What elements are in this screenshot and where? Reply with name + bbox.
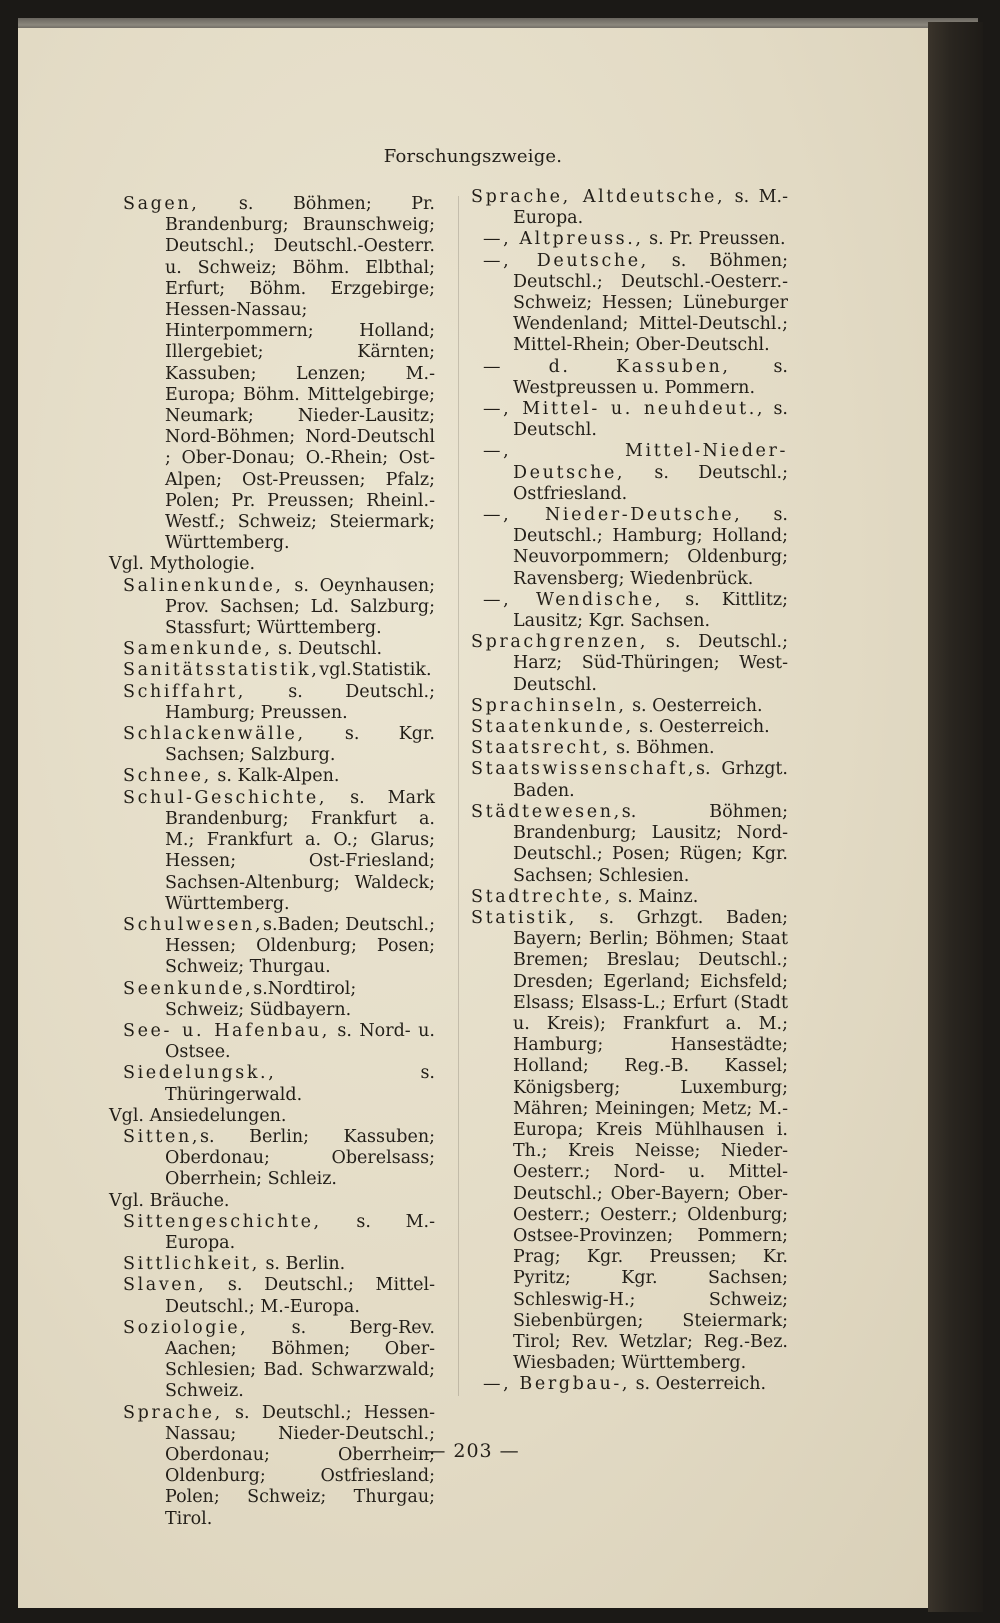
entry-references: s. Deutschl.; Hamburg; Holland; Neuvorpommern; Oldenburg; Ravensberg; Wiedenbrück. bbox=[513, 505, 788, 589]
index-subentry bbox=[471, 399, 788, 441]
entry-references: s. Deutschl. bbox=[513, 399, 788, 441]
left-column bbox=[109, 194, 435, 1530]
entry-references: s. Böhmen; Deutschl.; Deutschl.-Oesterr.-Schweiz; Hessen; Lüneburger Wendenland; Mittel-Deutschl.; Mittel-Rhein; Ober-Deutschl. bbox=[513, 250, 788, 356]
entry-references: s. Westpreussen u. Pommern. bbox=[513, 356, 788, 398]
entry-heading: Seenkunde, bbox=[123, 978, 254, 999]
entry-heading: Sittlichkeit, bbox=[123, 1254, 260, 1275]
entry-references: s. Oeynhausen; Prov. Sachsen; Ld. Salzburg; Stassfurt; Württemberg. bbox=[165, 575, 435, 639]
index-entry bbox=[471, 717, 788, 738]
entry-references: s. Deutschl. bbox=[272, 639, 383, 660]
index-subentry bbox=[471, 1374, 788, 1395]
entry-references: s. Deutschl.; Ostfriesland. bbox=[513, 462, 788, 504]
column-divider bbox=[458, 196, 459, 1396]
entry-references: s.Baden; Deutschl.; Hessen; Oldenburg; Posen; Schweiz; Thurgau. bbox=[165, 914, 435, 978]
entry-references: s. Deutschl.; Mittel-Deutschl.; M.-Europa. bbox=[165, 1275, 435, 1317]
index-entry bbox=[123, 979, 435, 1021]
index-entry bbox=[123, 1403, 435, 1530]
entry-heading: Sanitätsstatistik, bbox=[123, 660, 320, 681]
entry-heading: Schul-Geschichte, bbox=[123, 787, 328, 808]
entry-heading: Staatsrecht, bbox=[471, 738, 611, 759]
entry-references: s. Grhzgt. Baden; Bayern; Berlin; Böhmen; Staat Bremen; Breslau; Deutschl.; Dresden; Egerland; Eichsfeld; Elsass; Elsass-L.; Erfurt (Stadt u. Kreis); Frankfurt a. M.; Hamburg; Hansestädte; Holland; Reg.-B. Kassel; Königsberg; Luxemburg; Mähren; Meiningen; Metz; M.-Europa; Kreis Mühlhausen i. Th.; Kreis Neisse; Nieder-Oesterr.; Nord- u. Mittel-Deutschl.; Ober-Bayern; Ober-Oesterr.; Oesterr.; Oldenburg; Ostsee-Provinzen; Pommern; Prag; Kgr. Preussen; Kr. Pyritz; Kgr. Sachsen; Schleswig-H.; Schweiz; Siebenbürgen; Steiermark; Tirol; Rev. Wetzlar; Reg.-Bez. Wiesbaden; Württemberg. bbox=[513, 907, 788, 1374]
index-entry bbox=[123, 682, 435, 724]
entry-references: s. Böhmen; Pr. Brandenburg; Braunschweig; Deutschl.; Deutschl.-Oesterr. u. Schweiz; Böhm. Elbthal; Erfurt; Böhm. Erzgebirge; Hessen-Nassau; Hinterpommern; Holland; Illergebiet; Kärnten; Kassuben; Lenzen; M.-Europa; Böhm. Mittelgebirge; Neumark; Nieder-Lausitz; Nord-Böhmen; Nord-Deutschl ; Ober-Donau; O.-Rhein; Ost-Alpen; Ost-Preussen; Pfalz; Polen; Pr. Preussen; Rheinl.-Westf.; Schweiz; Steiermark; Württemberg. bbox=[165, 194, 435, 554]
entry-references: s.Nordtirol; Schweiz; Südbayern. bbox=[165, 978, 357, 1020]
index-entry bbox=[471, 696, 788, 717]
index-entry bbox=[123, 576, 435, 640]
index-entry bbox=[123, 788, 435, 915]
entry-heading: —, Altpreuss., bbox=[483, 229, 644, 250]
index-entry bbox=[123, 766, 435, 787]
entry-references: s. Berlin; Kassuben; Oberdonau; Oberelsass; Oberrhein; Schleiz. bbox=[165, 1126, 435, 1190]
index-entry bbox=[471, 187, 788, 229]
entry-references: s. Berg-Rev. Aachen; Böhmen; Ober-Schlesien; Bad. Schwarzwald; Schweiz. bbox=[165, 1317, 435, 1402]
entry-heading: Sagen, bbox=[123, 194, 200, 214]
entry-heading: — d. Kassuben, bbox=[483, 356, 731, 377]
entry-heading: Statistik, bbox=[471, 907, 577, 928]
index-entry bbox=[123, 1254, 435, 1275]
index-entry bbox=[123, 1021, 435, 1063]
entry-references: s. Oesterreich. bbox=[630, 1374, 767, 1395]
entry-heading: Soziologie, bbox=[123, 1317, 249, 1338]
entry-heading: Sprache, Altdeutsche, bbox=[471, 187, 726, 207]
entry-references: s. Mark Brandenburg; Frankfurt a. M.; Frankfurt a. O.; Glarus; Hessen; Ost-Friesland; Sachsen-Altenburg; Waldeck; Württemberg. bbox=[165, 787, 435, 914]
entry-heading: Salinenkunde, bbox=[123, 575, 284, 596]
entry-heading: Sitten, bbox=[123, 1126, 201, 1147]
index-entry bbox=[123, 1275, 435, 1317]
entry-references: s. M.-Europa. bbox=[513, 187, 788, 229]
index-subentry bbox=[471, 357, 788, 399]
index-entry bbox=[123, 194, 435, 554]
index-entry bbox=[123, 915, 435, 979]
entry-references: s. M.-Europa. bbox=[165, 1211, 435, 1253]
entry-heading: Siedelungsk., bbox=[123, 1063, 277, 1084]
book-right-edge bbox=[928, 22, 983, 1612]
entry-references: s. Nord- u. Ostsee. bbox=[165, 1020, 435, 1063]
cross-reference: Vgl. Mythologie. bbox=[109, 554, 256, 575]
entry-heading: Staatswissenschaft, bbox=[471, 759, 697, 780]
index-entry bbox=[123, 1212, 435, 1254]
entry-references: s. Berlin. bbox=[259, 1254, 346, 1275]
entry-references: s. Deutschl.; Hamburg; Preussen. bbox=[165, 681, 435, 723]
entry-heading: Samenkunde, bbox=[123, 639, 273, 660]
index-subentry bbox=[471, 505, 788, 590]
right-column bbox=[471, 187, 788, 1396]
entry-heading: Sprache, bbox=[123, 1402, 223, 1423]
entry-heading: —, Deutsche, bbox=[483, 250, 649, 271]
index-subentry bbox=[471, 251, 788, 357]
index-subentry bbox=[471, 441, 788, 505]
index-subentry bbox=[471, 590, 788, 632]
entry-references: s. Deutschl.; Harz; Süd-Thüringen; West-Deutschl. bbox=[513, 632, 788, 695]
book-page bbox=[18, 28, 928, 1608]
entry-references: s. Kittlitz; Lausitz; Kgr. Sachsen. bbox=[513, 589, 789, 632]
entry-heading: Sprachinseln, bbox=[471, 695, 627, 716]
entry-heading: Sprachgrenzen, bbox=[471, 632, 649, 653]
entry-heading: Schlackenwälle, bbox=[123, 724, 306, 745]
entry-references: s. Deutschl.; Hessen-Nassau; Nieder-Deutschl.; Oberdonau; Oberrhein; Oldenburg; Ostfriesland; Polen; Schweiz; Thurgau; Tirol. bbox=[165, 1402, 435, 1529]
entry-references: vgl.Statistik. bbox=[319, 660, 432, 681]
entry-references: s. Oesterreich. bbox=[633, 717, 770, 738]
entry-references: s. Böhmen; Brandenburg; Lausitz; Nord-Deutschl.; Posen; Rügen; Kgr. Sachsen; Schlesien. bbox=[513, 801, 788, 886]
entry-heading: See- u. Hafenbau, bbox=[123, 1020, 330, 1041]
entry-heading: Sittengeschichte, bbox=[123, 1211, 322, 1232]
entry-references: s. Thüringerwald. bbox=[165, 1063, 435, 1105]
entry-heading: Stadtrechte, bbox=[471, 886, 613, 907]
index-entry bbox=[123, 1318, 435, 1403]
entry-references: s. Grhzgt. Baden. bbox=[513, 759, 788, 801]
entry-references: s. Oesterreich. bbox=[626, 695, 763, 716]
entry-heading: —, Bergbau-, bbox=[483, 1374, 630, 1395]
index-entry bbox=[123, 639, 435, 660]
entry-heading: —, Mittel- u. neuhdeut., bbox=[483, 399, 766, 420]
entry-heading: —, Nieder-Deutsche, bbox=[483, 505, 743, 526]
index-entry bbox=[471, 759, 788, 801]
index-entry bbox=[123, 1063, 435, 1105]
entry-references: s. Kalk-Alpen. bbox=[211, 766, 340, 787]
entry-heading: Schiffahrt, bbox=[123, 681, 246, 702]
index-entry bbox=[471, 887, 788, 908]
entry-heading: Slaven, bbox=[123, 1275, 207, 1296]
entry-references: s. Böhmen. bbox=[610, 738, 715, 759]
running-header: Forschungszweige. bbox=[383, 146, 563, 167]
entry-heading: Schnee, bbox=[123, 766, 212, 787]
index-entry bbox=[471, 738, 788, 759]
index-entry bbox=[123, 660, 435, 681]
index-entry bbox=[471, 802, 788, 887]
entry-heading: —, Mittel-Nieder-Deutsche, bbox=[483, 441, 788, 483]
index-entry bbox=[123, 1127, 435, 1191]
index-entry bbox=[471, 908, 788, 1374]
entry-references: s. Kgr. Sachsen; Salzburg. bbox=[165, 724, 435, 766]
entry-heading: —, Wendische, bbox=[483, 589, 664, 610]
index-subentry bbox=[471, 229, 788, 250]
page-number: — 203 — bbox=[426, 1440, 520, 1462]
cross-reference: Vgl. Bräuche. bbox=[109, 1190, 230, 1211]
entry-references: s. Pr. Preussen. bbox=[643, 229, 786, 250]
index-entry bbox=[471, 632, 788, 696]
cross-reference: Vgl. Ansiedelungen. bbox=[109, 1105, 287, 1126]
entry-heading: Städtewesen, bbox=[471, 801, 622, 822]
index-entry bbox=[123, 724, 435, 766]
entry-references: s. Mainz. bbox=[612, 886, 699, 907]
entry-heading: Staatenkunde, bbox=[471, 717, 634, 738]
entry-heading: Schulwesen, bbox=[123, 914, 264, 935]
